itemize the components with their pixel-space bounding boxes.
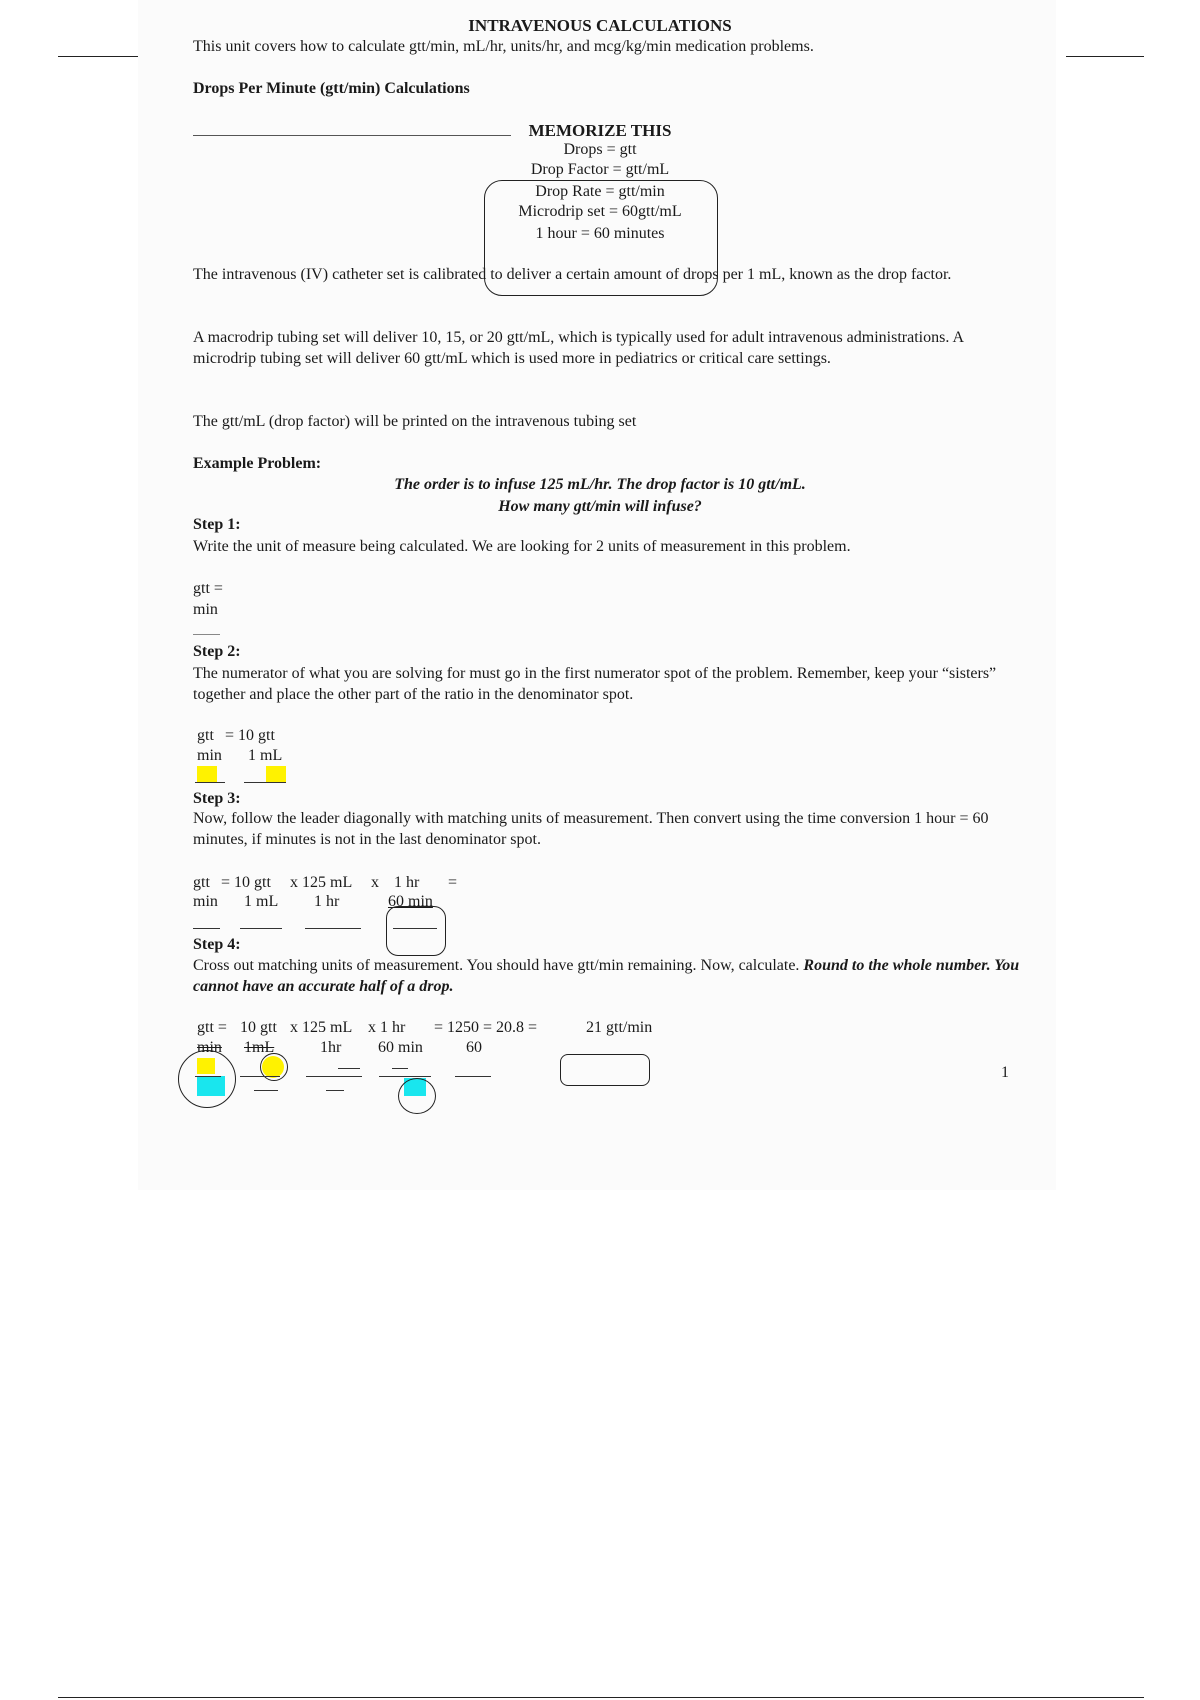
- intro-text: This unit covers how to calculate gtt/min, mL/hr, units/hr, and mcg/kg/min medication problems.: [193, 38, 814, 55]
- step-4-text-emphasis: Round to the whole number. You cannot have an accurate half of a drop.: [193, 957, 1020, 995]
- step-4-bottom: 1hr: [320, 1039, 342, 1056]
- step-4-bottom: 60: [466, 1039, 482, 1056]
- step-4-strike: [326, 1090, 344, 1091]
- step-4-top: 10 gtt: [240, 1019, 277, 1036]
- step-4-bottom: min: [197, 1039, 222, 1056]
- step-2-top: gtt: [197, 727, 214, 744]
- step-3-top: 1 hr: [394, 874, 420, 891]
- memorize-line: 1 hour = 60 minutes: [535, 225, 665, 242]
- step-2-fraction-bar: [195, 782, 225, 783]
- step-4-fraction-bar: [240, 1076, 280, 1077]
- memorize-line: Drops = gtt: [563, 141, 637, 158]
- answer-box: [560, 1054, 650, 1086]
- step-4-fraction-bar: [379, 1076, 431, 1077]
- step-4-top: x 1 hr: [368, 1019, 406, 1036]
- step-3-label: Step 3:: [193, 790, 241, 807]
- step-4-strike: [338, 1068, 360, 1069]
- step-4-answer: 21 gtt/min: [586, 1019, 653, 1036]
- problem-line-2: How many gtt/min will infuse?: [498, 498, 702, 515]
- step-3-top: x: [371, 874, 379, 891]
- step-2-text: The numerator of what you are solving for must go in the first numerator spot of the problem. Remember, keep your “sisters” together and place the other part of the ratio in the denominator spot.: [193, 665, 997, 703]
- memorize-heading: MEMORIZE THIS: [528, 121, 672, 140]
- step-4-bottom: 1mL: [244, 1039, 275, 1056]
- circle-mark: [398, 1078, 436, 1114]
- section-heading: Drops Per Minute (gtt/min) Calculations: [193, 80, 470, 97]
- step-4-top: = 1250 = 20.8 =: [434, 1019, 538, 1036]
- step-3-bottom: min: [193, 893, 218, 910]
- step-1-numerator: gtt =: [193, 580, 223, 597]
- step-3-circled-fraction: [386, 906, 446, 956]
- step-3-bottom: 60 min: [388, 893, 433, 910]
- step-3-fraction-bar: [393, 928, 437, 929]
- step-2-label: Step 2:: [193, 643, 241, 660]
- step-3-bottom: 1 hr: [314, 893, 340, 910]
- step-1-text: Write the unit of measure being calculated. We are looking for 2 units of measurement in this problem.: [193, 538, 851, 555]
- step-3-top: x 125 mL: [290, 874, 353, 891]
- step-4-top: gtt =: [197, 1019, 227, 1036]
- step-4-label: Step 4:: [193, 936, 241, 953]
- step-2-bottom: 1 mL: [248, 747, 283, 764]
- memorize-line: Drop Rate = gtt/min: [535, 183, 665, 200]
- step-2-bottom: min: [197, 747, 222, 764]
- step-4-text-plain: Cross out matching units of measurement. You should have gtt/min remaining. Now, calculate.: [193, 957, 804, 974]
- step-2-fraction-bar: [244, 782, 286, 783]
- step-4-strike: [392, 1068, 408, 1069]
- step-1-label: Step 1:: [193, 516, 241, 533]
- bottom-rule: [58, 1697, 1144, 1698]
- circle-mark: [178, 1050, 236, 1108]
- step-2-top: = 10 gtt: [225, 727, 275, 744]
- memorize-line: Drop Factor = gtt/mL: [530, 161, 670, 178]
- step-4-bottom: 60 min: [378, 1039, 423, 1056]
- paragraph-tubing: The gtt/mL (drop factor) will be printed on the intravenous tubing set: [193, 413, 637, 430]
- example-label: Example Problem:: [193, 455, 322, 472]
- step-3-fraction-bar: [193, 928, 220, 929]
- step-4-strike: [254, 1090, 278, 1091]
- step-3-top: =: [448, 874, 458, 891]
- paragraph-macrodrip: A macrodrip tubing set will deliver 10, 15, or 20 gtt/mL, which is typically used for adult intravenous administrations. A microdrip tubing set will deliver 60 gtt/mL which is used more in pediatrics or critical care settings.: [193, 329, 964, 367]
- step-3-bottom: 1 mL: [244, 893, 279, 910]
- step-4-fraction-bar: [306, 1076, 362, 1077]
- memorize-line: Microdrip set = 60gtt/mL: [518, 203, 682, 220]
- step-4-fraction-bar: [195, 1076, 221, 1077]
- step-4-text: [193, 955, 1023, 997]
- step-3-text: Now, follow the leader diagonally with matching units of measurement. Then convert using the time conversion 1 hour = 60 minutes, if minutes is not in the last denominator spot.: [193, 810, 989, 848]
- left-header-rule: [58, 56, 138, 57]
- step-3-top: gtt: [193, 874, 210, 891]
- step-1-denominator: min: [193, 601, 218, 618]
- yellow-highlight: [197, 766, 217, 782]
- step-4-top: x 125 mL: [290, 1019, 353, 1036]
- paragraph-drop-factor: The intravenous (IV) catheter set is calibrated to deliver a certain amount of drops per 1 mL, known as the drop factor.: [193, 266, 952, 283]
- right-header-rule: [1066, 56, 1144, 57]
- step-3-top: = 10 gtt: [221, 874, 271, 891]
- problem-line-1: The order is to infuse 125 mL/hr. The drop factor is 10 gtt/mL.: [394, 476, 806, 493]
- step-1-fraction-bar: [193, 634, 220, 635]
- step-3-fraction-bar: [240, 928, 282, 929]
- page-title: INTRAVENOUS CALCULATIONS: [468, 16, 732, 35]
- step-4-fraction-bar: [455, 1076, 491, 1077]
- step-3-fraction-bar: [305, 928, 361, 929]
- yellow-highlight: [266, 766, 286, 782]
- memorize-rule: [193, 135, 511, 136]
- page-number: 1: [1001, 1064, 1009, 1081]
